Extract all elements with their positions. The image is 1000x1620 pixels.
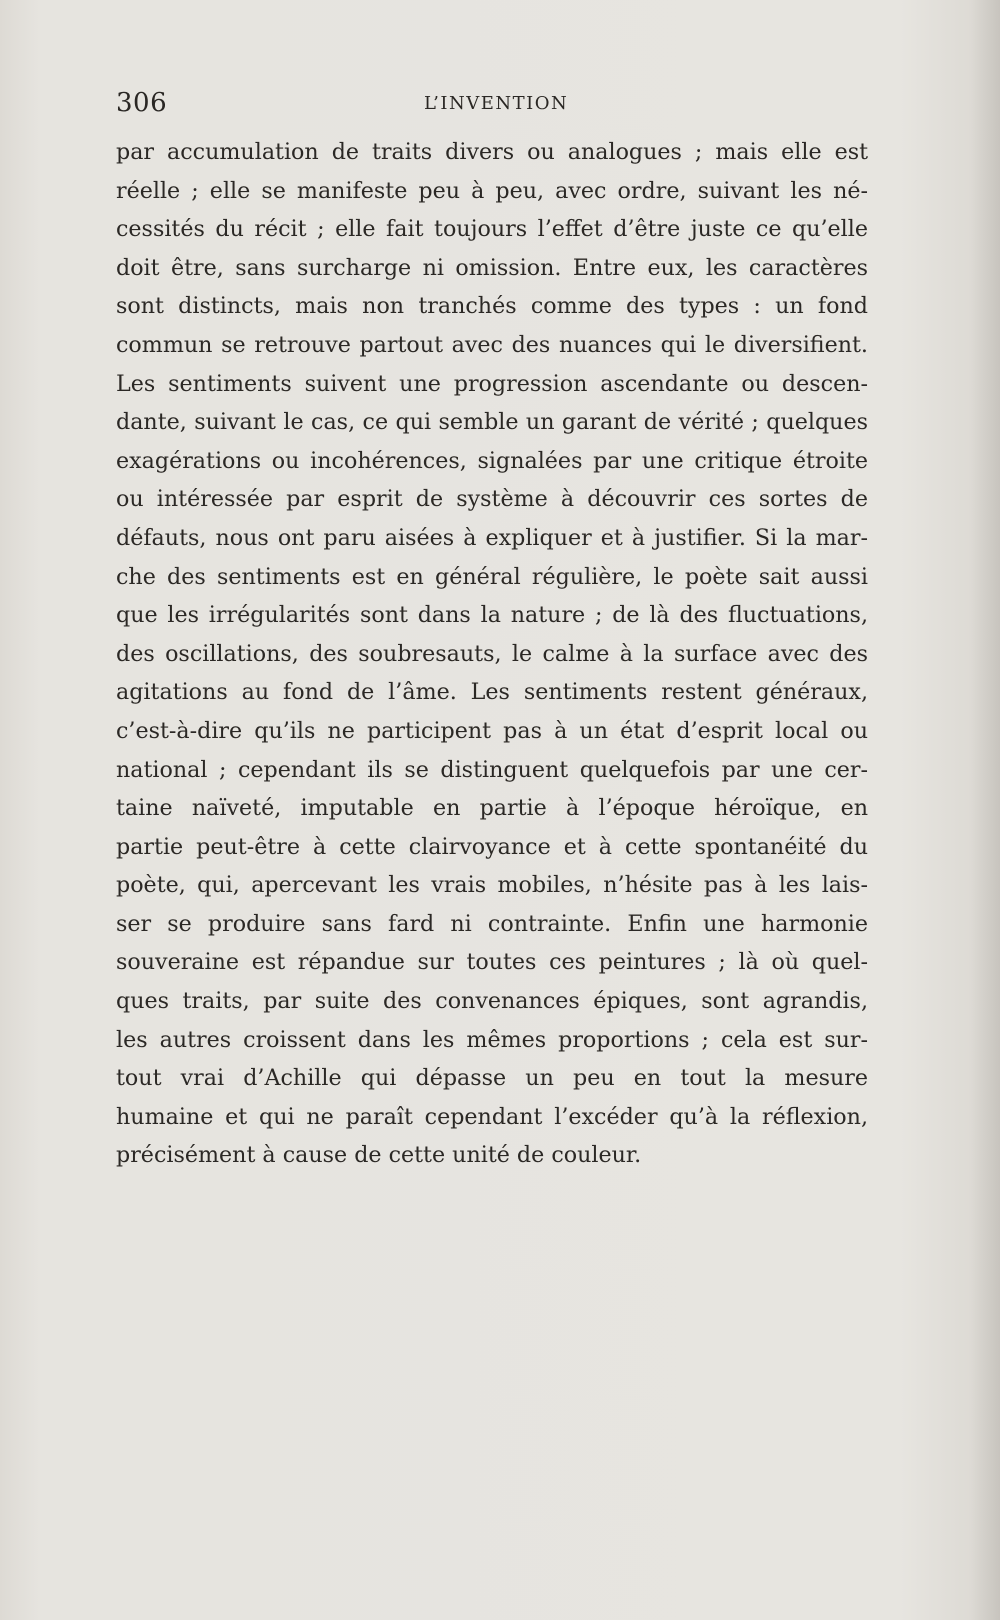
text-line: exagérations ou incohérences, signalées par une critique étroite (116, 447, 868, 474)
text-line: souveraine est répandue sur toutes ces peintures ; là où quel- (116, 949, 868, 976)
text-line: national ; cependant ils se distinguent quelquefois par une cer- (116, 756, 868, 783)
text-line: ser se produire sans fard ni contrainte. Enfin une harmonie (116, 910, 868, 937)
text-line: agitations au fond de l’âme. Les sentiments restent généraux, (116, 679, 868, 706)
text-line: réelle ; elle se manifeste peu à peu, avec ordre, suivant les né- (116, 177, 868, 204)
text-line: partie peut-être à cette clairvoyance et à cette spontanéité du (116, 833, 868, 860)
text-line: sont distincts, mais non tranchés comme des types : un fond (116, 293, 868, 320)
text-line: ques traits, par suite des convenances épiques, sont agrandis, (116, 988, 868, 1015)
text-line: cessités du récit ; elle fait toujours l’effet d’être juste ce qu’elle (116, 216, 868, 243)
text-line: tout vrai d’Achille qui dépasse un peu en tout la mesure (116, 1065, 868, 1092)
text-line: défauts, nous ont paru aisées à expliquer et à justifier. Si la mar- (116, 524, 868, 551)
body-text (116, 133, 868, 1175)
text-line: poète, qui, apercevant les vrais mobiles, n’hésite pas à les lais- (116, 872, 868, 899)
running-head: L’INVENTION (424, 93, 569, 114)
text-line: dante, suivant le cas, ce qui semble un garant de vérité ; quelques (116, 409, 868, 436)
text-line: che des sentiments est en général régulière, le poète sait aussi (116, 563, 868, 590)
text-line: que les irrégularités sont dans la nature ; de là des fluctuations, (116, 602, 868, 629)
text-line: commun se retrouve partout avec des nuances qui le diversifient. (116, 331, 868, 358)
text-line: humaine et qui ne paraît cependant l’excéder qu’à la réflexion, (116, 1103, 868, 1130)
text-line: des oscillations, des soubresauts, le calme à la surface avec des (116, 640, 868, 667)
page-header (116, 88, 864, 122)
page-edge-shadow (970, 0, 1000, 1620)
text-line: doit être, sans surcharge ni omission. Entre eux, les caractères (116, 254, 868, 281)
page-number: 306 (116, 88, 168, 118)
text-line: c’est-à-dire qu’ils ne participent pas à un état d’esprit local ou (116, 717, 868, 744)
text-line: taine naïveté, imputable en partie à l’époque héroïque, en (116, 795, 868, 822)
text-line: par accumulation de traits divers ou analogues ; mais elle est (116, 139, 868, 165)
text-line: Les sentiments suivent une progression ascendante ou descen- (116, 370, 868, 397)
text-line: ou intéressée par esprit de système à découvrir ces sortes de (116, 486, 868, 513)
text-line: les autres croissent dans les mêmes proportions ; cela est sur- (116, 1026, 868, 1053)
text-line-last: précisément à cause de cette unité de couleur. (116, 1142, 642, 1169)
